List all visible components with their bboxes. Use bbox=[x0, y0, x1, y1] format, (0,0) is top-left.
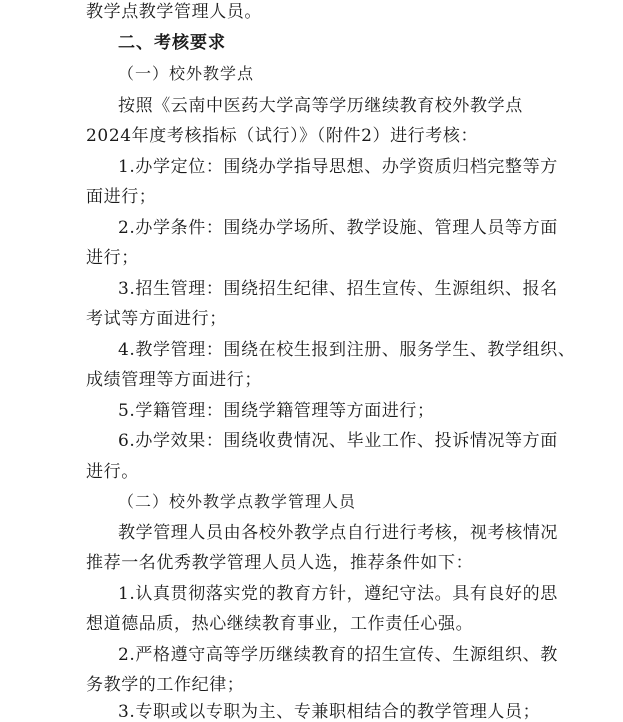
paragraph-line: 推荐一名优秀教学管理人员人选，推荐条件如下： bbox=[86, 553, 474, 573]
list-item-line: 想道德品质，热心继续教育事业，工作责任心强。 bbox=[86, 614, 474, 634]
list-item-line: 2.办学条件：围绕办学场所、教学设施、管理人员等方面 bbox=[118, 218, 558, 238]
list-item-line: 成绩管理等方面进行； bbox=[86, 370, 262, 390]
list-item-line: 5.学籍管理：围绕学籍管理等方面进行； bbox=[118, 401, 435, 421]
list-item-line: 1.办学定位：围绕办学指导思想、办学资质归档完整等方 bbox=[118, 157, 558, 177]
paragraph-line: 教学点教学管理人员。 bbox=[86, 2, 262, 22]
list-item-line: 4.教学管理：围绕在校生报到注册、服务学生、教学组织、 bbox=[118, 340, 576, 360]
subsection-heading: （一）校外教学点 bbox=[118, 64, 255, 83]
list-item-line: 考试等方面进行； bbox=[86, 309, 227, 329]
list-item-line: 6.办学效果：围绕收费情况、毕业工作、投诉情况等方面 bbox=[118, 431, 558, 451]
section-heading: 二、考核要求 bbox=[118, 33, 226, 53]
paragraph-line: 2024年度考核指标（试行）》（附件2）进行考核： bbox=[86, 126, 479, 146]
list-item-line: 2.严格遵守高等学历继续教育的招生宣传、生源组织、教 bbox=[118, 645, 558, 665]
list-item-line: 面进行； bbox=[86, 187, 157, 207]
list-item-line: 3.招生管理：围绕招生纪律、招生宣传、生源组织、报名 bbox=[118, 279, 558, 299]
list-item-line: 务教学的工作纪律； bbox=[86, 675, 245, 695]
paragraph-line: 按照《云南中医药大学高等学历继续教育校外教学点 bbox=[118, 96, 523, 116]
list-item-line: 3.专职或以专职为主、专兼职相结合的教学管理人员； bbox=[118, 702, 541, 722]
list-item-line: 进行。 bbox=[86, 462, 139, 482]
paragraph-line: 教学管理人员由各校外教学点自行进行考核，视考核情况 bbox=[118, 523, 558, 543]
subsection-heading: （二）校外教学点教学管理人员 bbox=[118, 492, 357, 511]
list-item-line: 进行； bbox=[86, 248, 139, 268]
list-item-line: 1.认真贯彻落实党的教育方针，遵纪守法。具有良好的思 bbox=[118, 584, 558, 604]
